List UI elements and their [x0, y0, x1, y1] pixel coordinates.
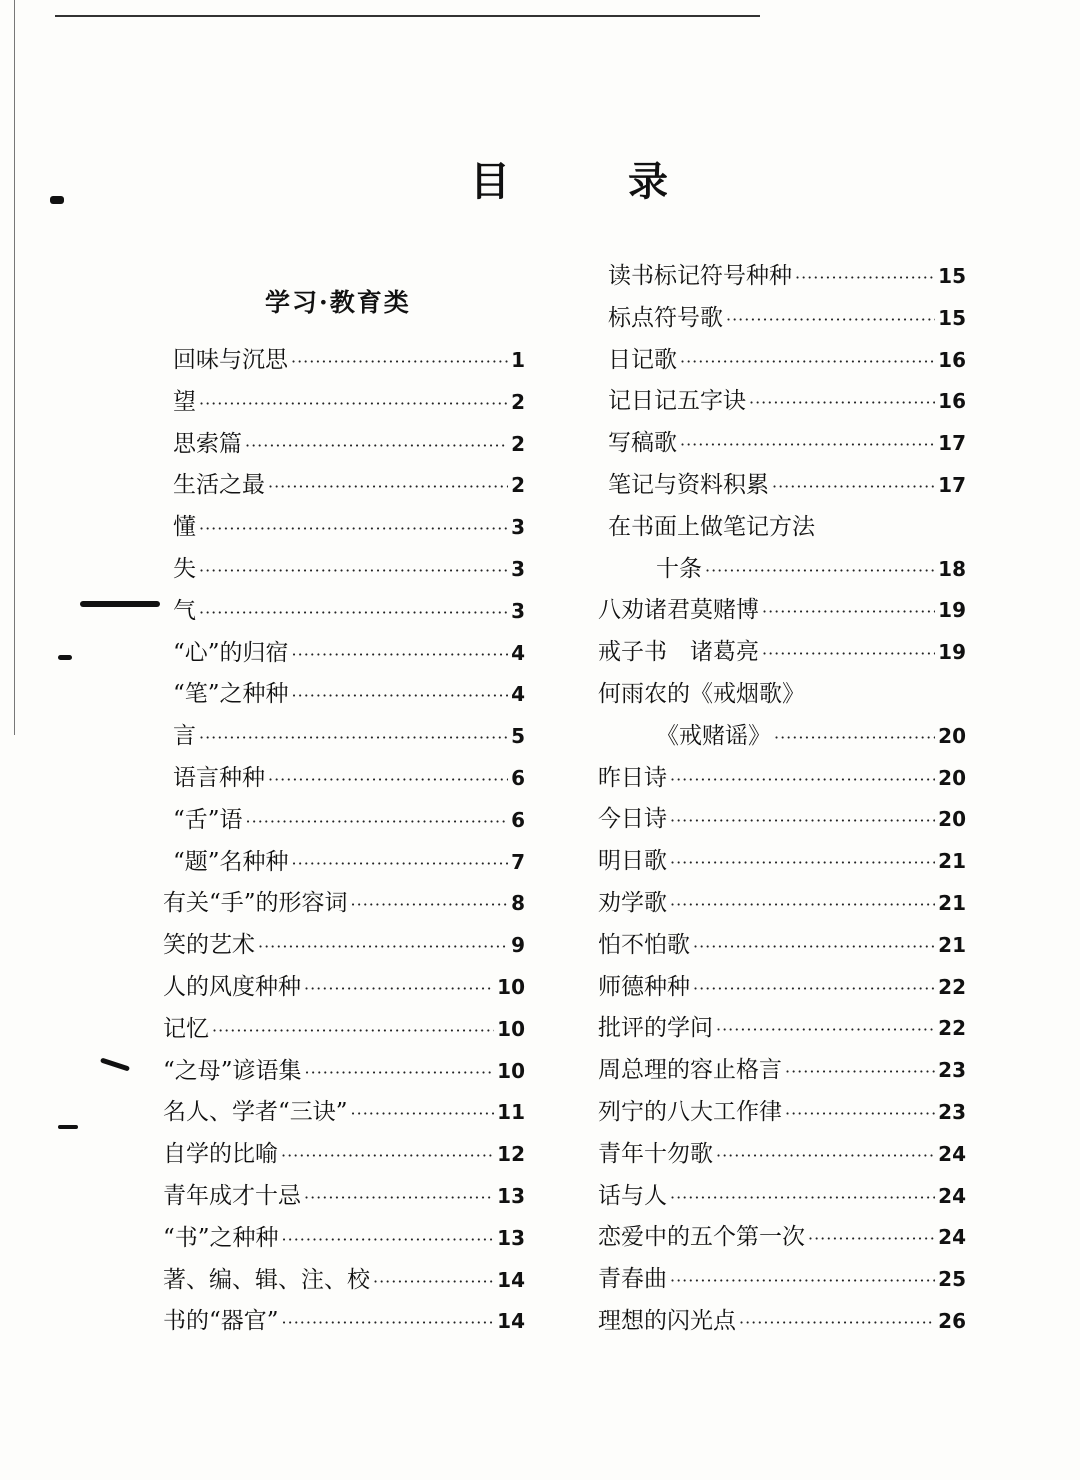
dot-leader — [305, 1052, 495, 1094]
dot-leader — [281, 1135, 494, 1177]
scan-mark — [80, 601, 160, 607]
toc-entry-title: 失 — [173, 555, 196, 582]
toc-entry — [598, 967, 966, 1009]
toc-entry-page: 8 — [511, 891, 525, 916]
toc-entry — [163, 1009, 525, 1051]
toc-entry-page: 11 — [497, 1100, 525, 1125]
dot-leader — [282, 1302, 495, 1344]
toc-entry-title: 批评的学问 — [598, 1015, 713, 1042]
dot-leader — [693, 926, 935, 968]
dot-leader — [762, 633, 935, 675]
dot-leader — [670, 884, 935, 926]
toc-entry-title: 青年十勿歌 — [598, 1140, 713, 1167]
toc-entry — [598, 799, 966, 841]
toc-entry-title: 劝学歌 — [598, 889, 667, 916]
toc-entry-page: 21 — [938, 890, 966, 915]
toc-entry — [598, 465, 966, 507]
toc-entry — [598, 841, 966, 883]
scan-mark — [58, 1125, 78, 1129]
toc-entry-page: 24 — [938, 1183, 966, 1208]
toc-entry-title: 师德种种 — [598, 973, 690, 1000]
dot-leader — [716, 1009, 935, 1051]
title-char-2: 录 — [628, 158, 668, 205]
toc-entry-title: 戒子书 诸葛亮 — [598, 639, 759, 666]
dot-leader — [245, 425, 508, 467]
dot-leader — [739, 1302, 935, 1344]
toc-entry — [598, 1176, 966, 1218]
toc-entry-page: 12 — [497, 1142, 525, 1167]
toc-entry — [163, 549, 525, 591]
toc-entry — [163, 591, 525, 633]
toc-entry — [163, 883, 525, 925]
dot-leader — [351, 1093, 495, 1135]
toc-entry-title: 列宁的八大工作律 — [598, 1098, 782, 1125]
toc-entry-title: “书”之种种 — [163, 1224, 279, 1251]
dot-leader — [693, 968, 935, 1010]
scan-mark — [50, 196, 64, 204]
toc-entry-page: 3 — [511, 515, 525, 540]
toc-entry-page: 16 — [938, 347, 966, 372]
toc-entry-title: 读书标记符号种种 — [608, 263, 792, 289]
dot-leader — [246, 801, 509, 843]
toc-entry — [163, 1301, 525, 1343]
toc-entry — [598, 1301, 966, 1343]
toc-entry-page: 4 — [511, 640, 525, 665]
toc-entry — [163, 1134, 525, 1176]
dot-leader — [785, 1051, 935, 1093]
toc-entry-title: 语言种种 — [173, 764, 265, 791]
toc-entry — [598, 1259, 966, 1301]
toc-entry-title: 名人、学者“三诀” — [163, 1099, 348, 1126]
toc-entry-title: 写稿歌 — [608, 430, 677, 457]
toc-entry-page: 19 — [938, 598, 966, 623]
toc-entry — [598, 925, 966, 967]
toc-entry-title: 书的“器官” — [163, 1308, 279, 1335]
toc-entry — [598, 1092, 966, 1134]
toc-entry-page: 6 — [511, 765, 525, 790]
toc-entry-title: 思索篇 — [173, 430, 242, 457]
dot-leader — [716, 1135, 935, 1177]
toc-entry-page: 6 — [511, 807, 525, 832]
left-scan-edge — [14, 0, 15, 735]
dot-leader — [292, 675, 509, 717]
dot-leader — [373, 1261, 494, 1303]
toc-entry-page: 23 — [938, 1058, 966, 1083]
dot-leader — [774, 717, 935, 759]
toc-entry — [163, 925, 525, 967]
toc-entry — [598, 1050, 966, 1092]
toc-entry — [598, 507, 966, 549]
toc-entry-page: 10 — [497, 974, 525, 999]
toc-entry — [598, 298, 966, 340]
dot-leader — [199, 383, 508, 425]
toc-entry-title: 有关“手”的形容词 — [163, 890, 348, 917]
toc-entry-page: 5 — [511, 724, 525, 749]
toc-entry — [163, 382, 525, 424]
toc-entry-title: 人的风度种种 — [163, 973, 301, 1000]
page-title — [470, 150, 668, 207]
toc-entry-page: 14 — [497, 1309, 525, 1334]
toc-entry-title: 今日诗 — [598, 806, 667, 833]
toc-entry-title: 懂 — [173, 514, 196, 541]
toc-column-right — [598, 256, 966, 1343]
toc-entry — [598, 1134, 966, 1176]
toc-entry-page: 18 — [938, 556, 966, 581]
toc-entry-page: 24 — [938, 1141, 966, 1166]
toc-entry-title: 生活之最 — [173, 472, 265, 499]
toc-entry-title: 标点符号歌 — [608, 304, 723, 331]
toc-entry-title: 怕不怕歌 — [598, 931, 690, 958]
dot-leader — [795, 257, 935, 299]
toc-entry-page: 3 — [511, 556, 525, 581]
toc-entry-title: 回味与沉思 — [173, 347, 288, 373]
toc-entry-title: 笔记与资料积累 — [608, 471, 769, 498]
toc-entry-title: 记忆 — [163, 1015, 209, 1042]
dot-leader — [199, 550, 508, 592]
toc-entry-page: 10 — [497, 1016, 525, 1041]
dot-leader — [670, 1177, 935, 1219]
toc-entry — [163, 1176, 525, 1218]
dot-leader — [772, 466, 935, 508]
title-char-1: 目 — [470, 158, 510, 205]
toc-entry — [598, 1008, 966, 1050]
toc-entry-title: “题”名种种 — [173, 848, 289, 875]
toc-entry — [163, 1218, 525, 1260]
toc-entry-page: 13 — [497, 1225, 525, 1250]
toc-column-left — [163, 340, 525, 1343]
dot-leader — [680, 341, 935, 383]
toc-entry-title: 八劝诸君莫赌博 — [598, 597, 759, 624]
toc-entry-title: 理想的闪光点 — [598, 1307, 736, 1334]
toc-entry-title: 昨日诗 — [598, 764, 667, 791]
toc-entry-page: 4 — [511, 682, 525, 707]
toc-entry-title: 望 — [173, 388, 196, 415]
toc-entry — [598, 758, 966, 800]
toc-entry — [163, 800, 525, 842]
toc-entry-page: 9 — [511, 933, 525, 958]
toc-entry-page: 15 — [938, 264, 966, 288]
toc-entry — [163, 1051, 525, 1093]
toc-entry-page: 20 — [938, 723, 966, 748]
toc-entry — [163, 758, 525, 800]
toc-entry — [163, 465, 525, 507]
toc-entry-title: 在书面上做笔记方法 — [608, 513, 815, 540]
toc-entry-title: 气 — [173, 597, 196, 624]
toc-entry — [598, 381, 966, 423]
toc-entry — [163, 674, 525, 716]
toc-entry — [598, 340, 966, 382]
dot-leader — [749, 382, 935, 424]
toc-entry-page: 10 — [497, 1058, 525, 1083]
top-scan-line — [55, 15, 760, 17]
toc-entry — [598, 590, 966, 632]
toc-entry-page: 16 — [938, 389, 966, 414]
toc-entry-page: 2 — [511, 389, 525, 414]
toc-entry — [163, 340, 525, 382]
toc-entry — [598, 423, 966, 465]
dot-leader — [292, 843, 509, 885]
toc-entry — [598, 883, 966, 925]
dot-leader — [785, 1093, 935, 1135]
toc-entry-title: 笑的艺术 — [163, 932, 255, 959]
dot-leader — [291, 341, 508, 383]
toc-entry-title: 言 — [173, 723, 196, 750]
dot-leader — [670, 842, 935, 884]
dot-leader — [670, 800, 935, 842]
dot-leader — [199, 592, 508, 634]
toc-entry-title: 日记歌 — [608, 346, 677, 373]
toc-entry-page: 1 — [511, 348, 525, 372]
scan-mark — [100, 1057, 130, 1071]
dot-leader — [268, 759, 508, 801]
dot-leader — [808, 1218, 935, 1260]
toc-entry-title: 恋爱中的五个第一次 — [598, 1224, 805, 1251]
toc-entry-title: 何雨农的《戒烟歌》 — [598, 680, 805, 707]
toc-entry — [163, 842, 525, 884]
toc-entry — [598, 716, 966, 758]
dot-leader — [762, 591, 935, 633]
toc-entry — [598, 674, 966, 716]
toc-entry-page: 3 — [511, 598, 525, 623]
toc-entry-title: “笔”之种种 — [173, 681, 289, 708]
toc-entry-title: 《戒赌谣》 — [656, 722, 771, 749]
dot-leader — [726, 299, 935, 341]
toc-entry-page: 17 — [938, 431, 966, 456]
toc-entry — [163, 967, 525, 1009]
dot-leader — [199, 717, 508, 759]
toc-entry-title: 十条 — [656, 555, 702, 582]
dot-leader — [212, 1010, 494, 1052]
toc-entry-page: 21 — [938, 932, 966, 957]
toc-entry-title: 话与人 — [598, 1182, 667, 1209]
toc-entry-title: 记日记五字诀 — [608, 388, 746, 415]
dot-leader — [680, 424, 935, 466]
dot-leader — [705, 550, 935, 592]
toc-entry-page: 21 — [938, 849, 966, 874]
dot-leader — [304, 968, 494, 1010]
toc-entry-title: 自学的比喻 — [163, 1141, 278, 1168]
toc-entry-title: 周总理的容止格言 — [598, 1057, 782, 1084]
dot-leader — [670, 759, 935, 801]
dot-leader — [351, 884, 509, 926]
dot-leader — [258, 926, 508, 968]
toc-entry — [163, 507, 525, 549]
toc-entry — [163, 1092, 525, 1134]
dot-leader — [670, 1260, 935, 1302]
dot-leader — [268, 466, 508, 508]
toc-entry-page: 17 — [938, 472, 966, 497]
toc-entry-page: 20 — [938, 807, 966, 832]
toc-entry-page: 2 — [511, 431, 525, 456]
toc-entry-title: 著、编、辑、注、校 — [163, 1266, 370, 1293]
toc-entry-page: 25 — [938, 1267, 966, 1292]
toc-entry-page: 2 — [511, 473, 525, 498]
dot-leader — [199, 508, 508, 550]
dot-leader — [292, 634, 509, 676]
toc-entry-title: 青年成才十忌 — [163, 1182, 301, 1209]
toc-entry-page: 22 — [938, 974, 966, 999]
toc-entry-page: 26 — [938, 1308, 966, 1333]
toc-entry — [163, 1260, 525, 1302]
toc-entry-page: 14 — [497, 1267, 525, 1292]
dot-leader — [304, 1177, 494, 1219]
toc-entry-page: 24 — [938, 1225, 966, 1250]
toc-entry-page: 13 — [497, 1183, 525, 1208]
toc-entry-title: “舌”语 — [173, 806, 243, 833]
toc-entry-page: 15 — [938, 305, 966, 330]
toc-entry-page: 19 — [938, 640, 966, 665]
toc-entry — [598, 632, 966, 674]
toc-entry — [163, 716, 525, 758]
scan-mark — [58, 655, 72, 660]
toc-entry-title: 明日歌 — [598, 848, 667, 875]
section-heading: 学习·教育类 — [265, 288, 411, 317]
toc-entry-page: 20 — [938, 765, 966, 790]
toc-entry — [598, 549, 966, 591]
toc-entry-page: 23 — [938, 1099, 966, 1124]
toc-entry-page: 22 — [938, 1016, 966, 1041]
toc-entry — [163, 633, 525, 675]
toc-entry-title: “心”的归宿 — [173, 639, 289, 666]
toc-entry — [598, 1217, 966, 1259]
toc-entry — [598, 256, 966, 298]
toc-entry-title: 青春曲 — [598, 1266, 667, 1293]
toc-entry — [163, 424, 525, 466]
dot-leader — [282, 1219, 495, 1261]
toc-entry-title: “之母”谚语集 — [163, 1057, 302, 1084]
toc-entry-page: 7 — [511, 849, 525, 874]
